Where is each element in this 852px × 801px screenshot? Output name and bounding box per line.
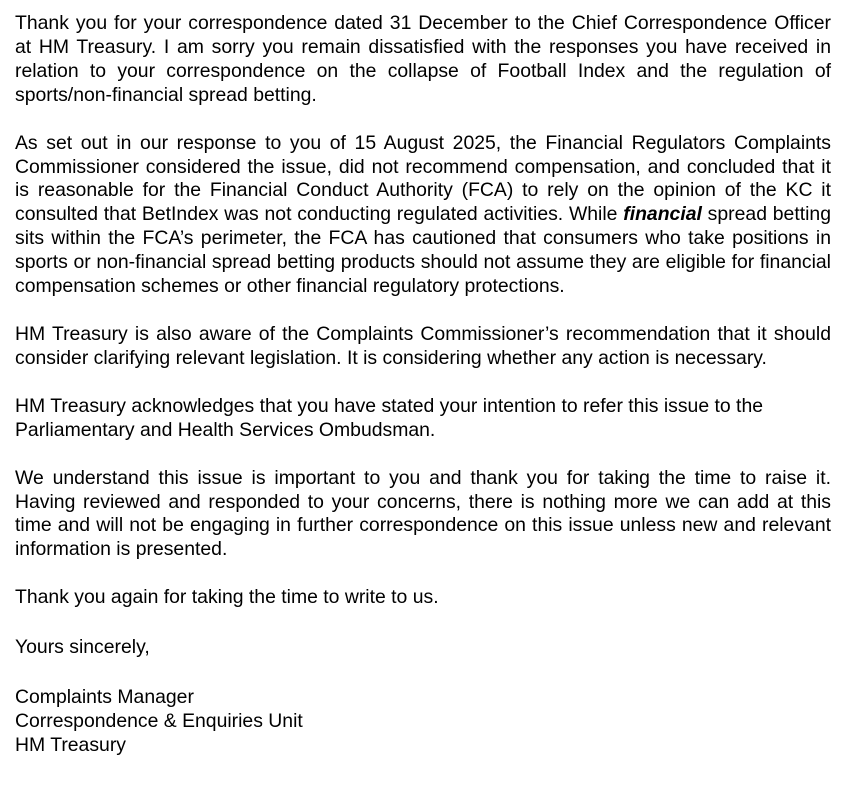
signature-block: [15, 686, 831, 758]
emphasis-financial: financial: [623, 203, 702, 226]
letter-body: [15, 12, 831, 758]
paragraph-thanks: Thank you again for taking the time to write to us.: [15, 586, 439, 609]
paragraph-opening: Thank you for your correspondence dated 31 December to the Chief Correspondence Officer at HM Treasury. I am sorry you remain dissatisfied with the responses you have received in relation to your correspondence on the collapse of Football Index and the regulation of sports/non-financial spread betting.: [15, 12, 831, 106]
paragraph-regulatory-position-text-end: spread betting sits within the FCA’s perimeter, the FCA has cautioned that consumers who take positions in sports or non-financial spread betting products should not assume they are eligible for financial compensation schemes or other financial regulatory protections.: [15, 203, 831, 298]
paragraph-legislation: HM Treasury is also aware of the Complaints Commissioner’s recommendation that it should consider clarifying relevant legislation. It is considering whether any action is necessary.: [15, 322, 831, 369]
paragraph-no-further-correspondence: We understand this issue is important to you and thank you for taking the time to raise it. Having reviewed and responded to your concerns, there is nothing more we can add at this time and will not be engaging in further correspondence on this issue unless new and relevant information is presented.: [15, 466, 831, 561]
paragraph-regulatory-position-text-start: As set out in our response to you of 15 August 2025, the Financial Regulators Complaints Commissioner considered the issue, did not recommend compensation, and concluded that it is reasonable for the Financial Conduct Authority (FCA) to rely on the opinion of the KC it consulted that BetIndex was not conducting regulated activities. While: [15, 131, 831, 226]
paragraph-regulatory-position: [15, 132, 831, 299]
signature-unit: Correspondence & Enquiries Unit: [15, 709, 303, 732]
signoff: Yours sincerely,: [15, 636, 150, 659]
signature-title: Complaints Manager: [15, 686, 194, 709]
paragraph-ombudsman: HM Treasury acknowledges that you have stated your intention to refer this issue to the Parliamentary and Health Services Ombudsman.: [15, 394, 764, 441]
signature-organisation: HM Treasury: [15, 733, 126, 756]
